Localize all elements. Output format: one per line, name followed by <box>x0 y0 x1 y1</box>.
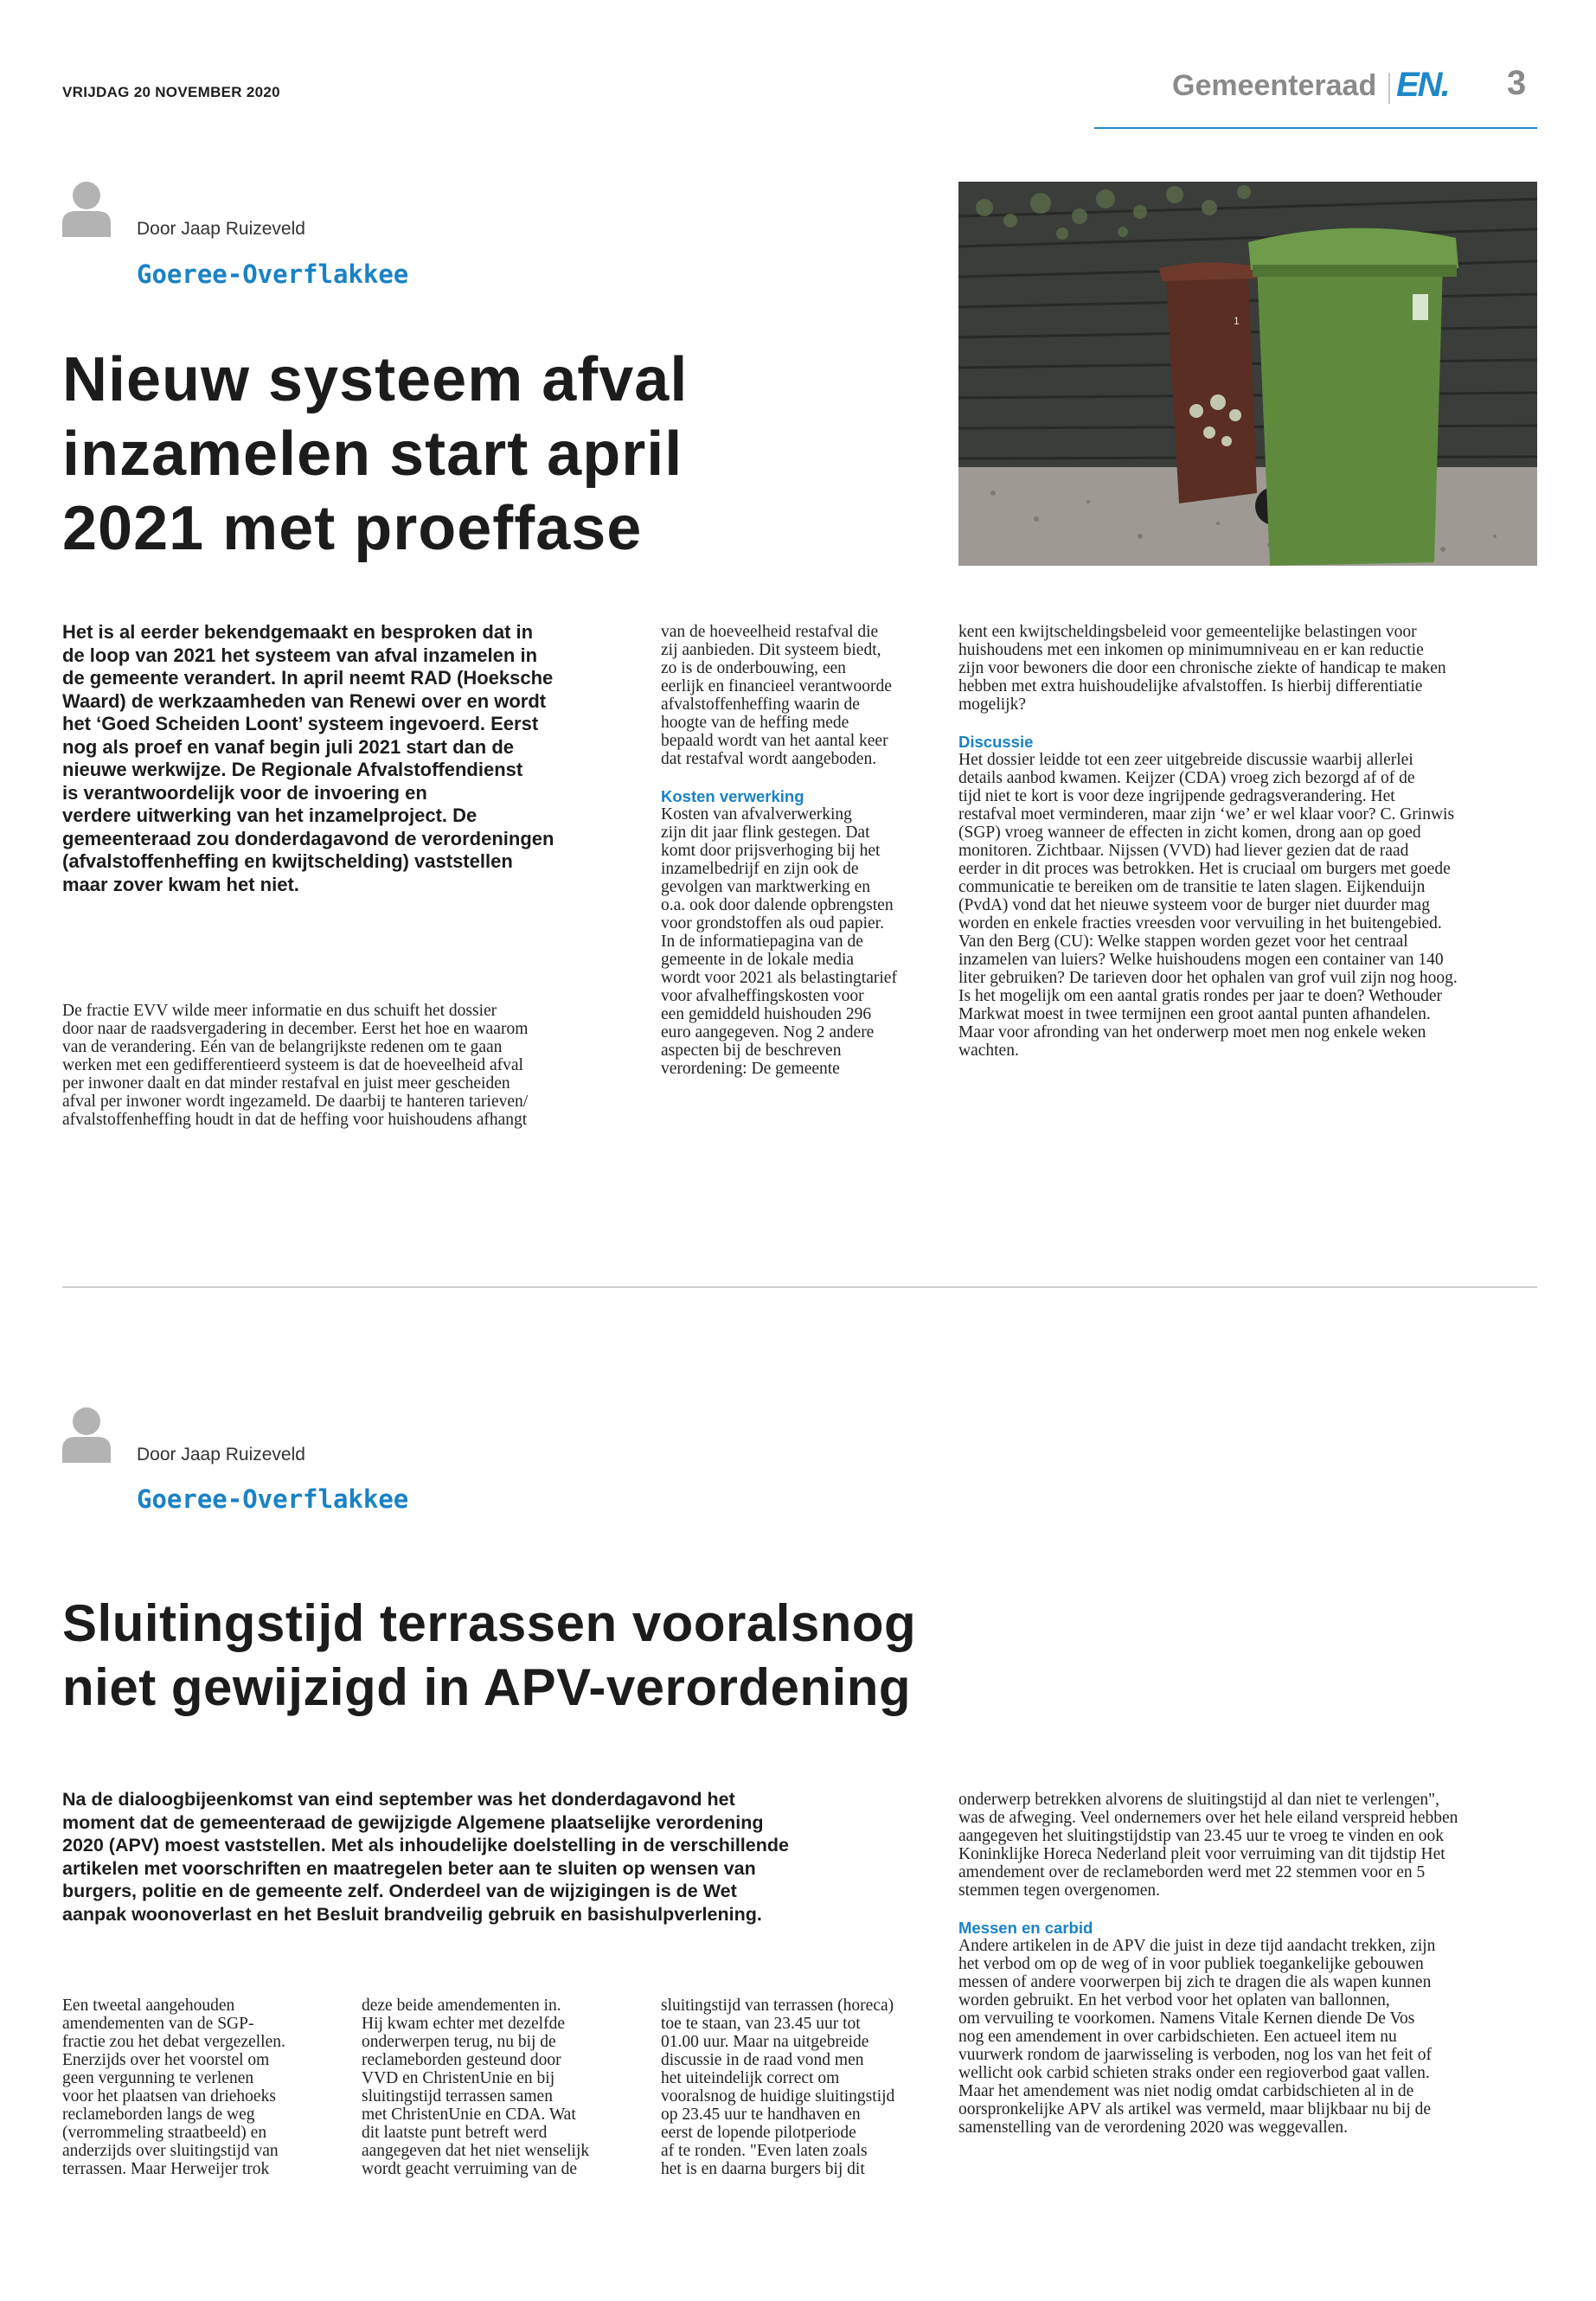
lead-line: verdere uitwerking van het inzamelproject. De <box>62 804 478 826</box>
body-line: tijd niet te kort is voor deze ingrijpende gedragsverandering. Het <box>958 787 1395 805</box>
page-number: 3 <box>1507 64 1527 102</box>
body-line: (SGP) vroeg wanneer de effecten in zicht komen, drong aan op goed <box>958 824 1421 842</box>
headline-line: niet gewijzigd in APV-verordening <box>62 1658 912 1716</box>
body-line: af te ronden. "Even laten zoals <box>661 2142 868 2160</box>
body-line: Kosten van afvalverwerking <box>661 805 852 824</box>
body-line: afvalstoffenheffing waarin de <box>661 695 860 714</box>
body-line: het uiteindelijk correct om <box>661 2069 840 2087</box>
lead-line: Het is al eerder bekendgemaakt en besproken dat in <box>62 621 534 643</box>
body-line: Maar voor afronding van het onderwerp moet men nog enkele weken <box>958 1023 1426 1042</box>
body-line: voor grondstoffen als oud papier. <box>661 914 884 933</box>
article2-lead <box>62 1788 945 1926</box>
author-avatar-icon <box>62 1406 111 1463</box>
body-line: door naar de raadsvergadering in december. Eerst het hoe en waarom <box>62 1020 529 1038</box>
article2-column-4 <box>958 1791 1537 2137</box>
body-line: huishoudens met een inkomen op minimumniveau en er kan reductie <box>958 641 1424 659</box>
body-line: vooralsnog de huidige sluitingstijd <box>661 2087 895 2106</box>
body-line: In de informatiepagina van de <box>661 933 863 951</box>
headline-line: Nieuw systeem afval <box>62 345 689 414</box>
body-line: afval per inwoner wordt ingezameld. De daarbij te hanteren tarieven/ <box>62 1093 529 1111</box>
section-title: Gemeenteraad <box>1172 69 1377 102</box>
body-line: restafval moet verminderen, maar zijn ‘we’ er wel klaar voor? C. Grinwis <box>958 805 1455 824</box>
body-line: verordening: De gemeente <box>661 1060 840 1078</box>
header-rule <box>1094 127 1537 129</box>
body-line: (PvdA) vond dat het nieuwe systeem voor de burger niet duurder mag <box>958 896 1430 914</box>
headline-line: Sluitingstijd terrassen vooralsnog <box>62 1594 917 1652</box>
body-line: gevolgen van marktwerking en <box>661 878 871 896</box>
body-line: euro aangegeven. Nog 2 andere <box>661 1023 875 1042</box>
body-line: nog een amendement in over carbidschieten. Een actueel item nu <box>958 2028 1397 2046</box>
body-line: anderzijds over sluitingstijd van <box>62 2142 279 2160</box>
article2-byline: Door Jaap Ruizeveld <box>137 1445 305 1465</box>
body-line: VVD en ChristenUnie en bij <box>362 2069 555 2087</box>
body-line: komt door prijsverhoging bij het <box>661 842 881 860</box>
body-line: deze beide amendementen in. <box>362 1997 561 2015</box>
lead-line: nieuwe werkwijze. De Regionale Afvalstoffendienst <box>62 759 523 780</box>
body-line: mogelijk? <box>958 695 1026 714</box>
body-line: het verbod om op de weg of in voor publiek toegankelijke gebouwen <box>958 1955 1424 1973</box>
waste-bins-photo <box>958 182 1537 566</box>
lead-line: de gemeente verandert. In april neemt RAD (Hoeksche <box>62 667 554 689</box>
body-line: discussie in de raad vond men <box>661 2051 864 2069</box>
lead-line: is verantwoordelijk voor de invoering en <box>62 781 427 804</box>
lead-line: nog als proef en vanaf begin juli 2021 start dan de <box>62 735 515 758</box>
article1-headline <box>62 343 893 566</box>
article1-column-3 <box>958 623 1537 1060</box>
subheading-messen: Messen en carbid <box>958 1919 1093 1937</box>
body-line: werken met een gedifferentieerd systeem is dat de hoeveelheid afval <box>62 1056 523 1074</box>
body-line: aangegeven het sluitingstijdstip van 23.45 uur te vroeg te vinden en ook <box>958 1827 1445 1845</box>
article2-headline <box>62 1592 1187 1720</box>
body-line: zij aanbieden. Dit systeem biedt, <box>661 641 881 659</box>
body-line: aspecten bij de beschreven <box>661 1042 842 1060</box>
body-line: Van den Berg (CU): Welke stappen worden gezet voor het centraal <box>958 933 1408 951</box>
article2-column-3 <box>661 1997 946 2178</box>
body-line: dit laatste punt betreft werd <box>362 2124 548 2142</box>
body-line: (verrommeling straatbeeld) en <box>62 2124 267 2142</box>
body-line: geen vergunning te verlenen <box>62 2069 254 2087</box>
lead-line: Na de dialoogbijeenkomst van eind september was het donderdagavond het <box>62 1789 735 1810</box>
body-line: zo is de onderbouwing, een <box>661 659 846 677</box>
lead-line: aanpak woonoverlast en het Besluit brandveilig gebruik en basishulpverlening. <box>62 1903 762 1925</box>
bin-label: 1 <box>1234 315 1240 327</box>
article-divider <box>62 1286 1537 1288</box>
body-line: met ChristenUnie en CDA. Wat <box>362 2106 576 2124</box>
body-line: eerst de lopende pilotperiode <box>661 2124 856 2142</box>
body-line: reclameborden gesteund door <box>362 2051 561 2069</box>
body-line: hoogte van de heffing mede <box>661 714 849 732</box>
body-line: Enerzijds over het voorstel om <box>62 2051 270 2069</box>
article1-lead <box>62 621 633 896</box>
body-line: eerder in dit proces was betrokken. Het is cruciaal om burgers met goede <box>958 860 1451 878</box>
body-line: messen of andere voorwerpen bij zich te dragen die als wapen kunnen <box>958 1973 1432 1991</box>
body-line: inzamelbedrijf en zijn ook de <box>661 860 859 878</box>
body-line: voor afvalheffingskosten voor <box>661 987 864 1005</box>
lead-line: moment dat de gemeenteraad de gewijzigde Algemene plaatselijke verordening <box>62 1811 764 1833</box>
body-line: onderwerpen terug, nu bij de <box>362 2033 556 2051</box>
body-line: Markwat moest in twee termijnen een groot aantal punten afhandelen. <box>958 1005 1431 1023</box>
body-line: Is het mogelijk om een aantal gratis rondes per jaar te doen? Wethouder <box>958 987 1443 1005</box>
body-line: zijn voor bewoners die door een chronische ziekte of handicap te maken <box>958 659 1446 677</box>
body-line: Andere artikelen in de APV die juist in deze tijd aandacht trekken, zijn <box>958 1937 1436 1955</box>
body-line: terrassen. Maar Herweijer trok <box>62 2160 270 2178</box>
body-line: wellicht ook carbid schieten straks onder een regioverbod gaat vallen. <box>958 2064 1430 2082</box>
body-line: amendement over de reclameborden werd met 22 stemmen voor en 5 <box>958 1863 1426 1881</box>
body-line: het is en daarna burgers bij dit <box>661 2160 865 2178</box>
body-line: per inwoner daalt en dat minder restafval en juist meer gescheiden <box>62 1074 510 1093</box>
lead-line: burgers, politie en de gemeente zelf. Onderdeel van de wijzigingen is de Wet <box>62 1881 737 1901</box>
lead-line: maar zover kwam het niet. <box>62 873 299 895</box>
lead-line: Waard) de werkzaamheden van Renewi over en wordt <box>62 689 547 712</box>
body-line: monitoren. Zichtbaar. Nijssen (VVD) had liever gezien dat de raad <box>958 842 1409 860</box>
body-line: details aanbod kwamen. Keijzer (CDA) vroeg zich bezorgd af of de <box>958 769 1415 787</box>
article1-column-2 <box>661 623 938 1078</box>
body-line: bepaald wordt van het aantal keer <box>661 732 888 750</box>
headline-line: 2021 met proeffase <box>62 494 643 563</box>
body-line: Koninklijke Horeca Nederland pleit voor verruiming van dit tijdstip Het <box>958 1845 1445 1863</box>
body-line: eerlijk en financieel verantwoorde <box>661 677 892 695</box>
body-line: liter gebruiken? De tarieven door het ophalen van grof vuil zijn nog hoog. <box>958 969 1458 987</box>
article1-region: Goeree-Overflakkee <box>137 260 409 289</box>
body-line: toe te staan, van 23.45 uur tot <box>661 2015 861 2033</box>
body-line: vuurwerk rondom de jaarwisseling is verboden, nog los van het feit of <box>958 2046 1432 2064</box>
body-line: kent een kwijtscheldingsbeleid voor gemeentelijke belastingen voor <box>958 623 1417 641</box>
body-line: sluitingstijd van terrassen (horeca) <box>661 1997 894 2015</box>
article2-column-2 <box>362 1997 647 2178</box>
body-line: o.a. ook door dalende opbrengsten <box>661 896 894 914</box>
body-line: hebben met extra huishoudelijke afvalstoffen. Is hierbij differentiatie <box>958 677 1423 695</box>
lead-line: (afvalstoffenheffing en kwijtschelding) vaststellen <box>62 850 513 872</box>
article1-column-1 <box>62 1002 633 1129</box>
body-line: was de afweging. Veel ondernemers over het hele eiland verspreid hebben <box>958 1809 1458 1827</box>
body-line: voor het plaatsen van driehoeks <box>62 2087 276 2106</box>
body-line: onderwerp betrekken alvorens de sluitingstijd al dan niet te verlengen", <box>958 1791 1439 1809</box>
body-line: afvalstoffenheffing houdt in dat de heffing voor huishoudens afhangt <box>62 1111 528 1129</box>
author-avatar-icon <box>62 180 111 237</box>
article2-column-1 <box>62 1997 348 2178</box>
lead-line: 2020 (APV) moest vaststellen. Met als inhoudelijke doelstelling in de verschillende <box>62 1835 789 1856</box>
body-line: worden en enkele fracties vreesden voor vervuiling in het buitengebied. <box>958 914 1442 933</box>
lead-line: het ‘Goed Scheiden Loont’ systeem ingevoerd. Eerst <box>62 713 539 734</box>
body-line: op 23.45 uur te handhaven en <box>661 2106 861 2124</box>
lead-line: artikelen met voorschriften en maatregelen beter aan te sluiten op wensen van <box>62 1857 756 1879</box>
body-line: Het dossier leidde tot een zeer uitgebreide discussie waarbij allerlei <box>958 751 1413 769</box>
body-line: samenstelling van de verordening 2020 was weggevallen. <box>958 2118 1348 2137</box>
body-line: oorspronkelijke APV als artikel was vermeld, maar blijkbaar nu bij de <box>958 2100 1432 2118</box>
body-line: dat restafval wordt aangeboden. <box>661 750 877 768</box>
body-line: om vervuiling te voorkomen. Namens Vitale Kernen diende De Vos <box>958 2009 1415 2028</box>
body-line: wachten. <box>958 1042 1019 1060</box>
lead-line: de loop van 2021 het systeem van afval inzamelen in <box>62 644 538 666</box>
subheading-discussie: Discussie <box>958 733 1034 751</box>
body-line: Een tweetal aangehouden <box>62 1997 235 2015</box>
article2-region: Goeree-Overflakkee <box>137 1484 409 1514</box>
body-line: Hij kwam echter met dezelfde <box>362 2015 565 2033</box>
body-line: aangegeven dat het niet wenselijk <box>362 2142 590 2160</box>
body-line: sluitingstijd terrassen samen <box>362 2087 553 2106</box>
body-line: reclameborden langs de weg <box>62 2106 255 2124</box>
body-line: amendementen van de SGP- <box>62 2015 254 2033</box>
lead-line: gemeenteraad zou donderdagavond de verordeningen <box>62 827 554 849</box>
newspaper-logo: EN. <box>1396 66 1449 104</box>
body-line: 01.00 uur. Maar na uitgebreide <box>661 2033 869 2051</box>
body-line: De fractie EVV wilde meer informatie en dus schuift het dossier <box>62 1002 497 1020</box>
body-line: stemmen tegen overgenomen. <box>958 1881 1161 1900</box>
header-divider <box>1388 73 1390 104</box>
body-line: Maar het amendement was niet nodig omdat carbidschieten al in de <box>958 2082 1414 2100</box>
body-line: van de verandering. Eén van de belangrijkste redenen om te gaan <box>62 1038 503 1056</box>
subheading-kosten: Kosten verwerking <box>661 787 804 805</box>
body-line: een gemiddeld huishouden 296 <box>661 1005 872 1023</box>
body-line: communicatie te bereiken om de transitie te laten slagen. Eijkenduijn <box>958 878 1426 896</box>
body-line: worden gebruikt. En het verbod voor het oplaten van ballonnen, <box>958 1991 1390 2009</box>
body-line: van de hoeveelheid restafval die <box>661 623 879 641</box>
headline-line: inzamelen start april <box>62 420 683 489</box>
body-line: wordt geacht verruiming van de <box>362 2160 578 2178</box>
body-line: gemeente in de lokale media <box>661 951 855 969</box>
body-line: zijn dit jaar flink gestegen. Dat <box>661 824 870 842</box>
body-line: fractie zou het debat vergezellen. <box>62 2033 285 2051</box>
article1-byline: Door Jaap Ruizeveld <box>137 219 305 239</box>
body-line: wordt voor 2021 als belastingtarief <box>661 969 897 987</box>
issue-date: VRIJDAG 20 NOVEMBER 2020 <box>62 84 280 100</box>
body-line: inzamelen van luiers? Welke huishoudens mogen een container van 140 <box>958 951 1444 969</box>
